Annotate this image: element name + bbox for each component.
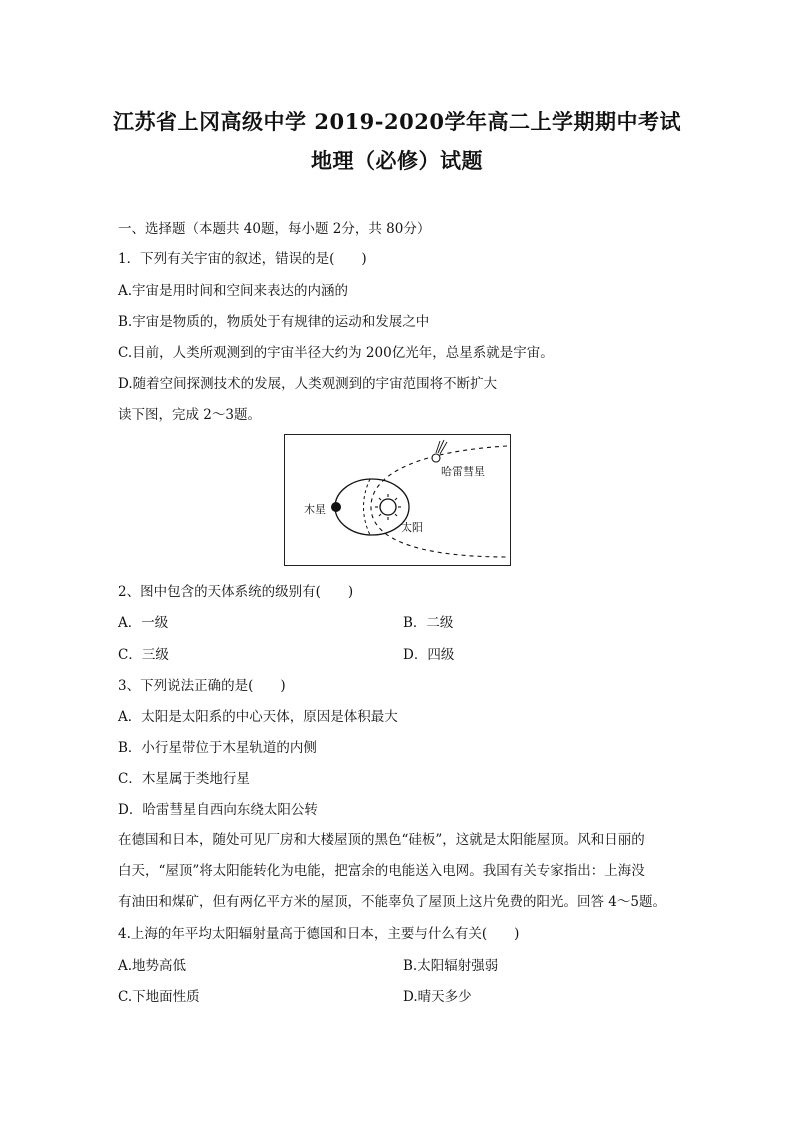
q4-option-a: A.地势高低 bbox=[118, 958, 187, 974]
q2-option-a: A．一级 bbox=[118, 615, 169, 631]
sun-icon bbox=[375, 494, 401, 520]
q4-option-d: D.晴天多少 bbox=[403, 989, 472, 1005]
comet-orbit bbox=[371, 446, 507, 557]
q3-option-b: B．小行星带位于木星轨道的内侧 bbox=[118, 740, 317, 756]
sun-label: 太阳 bbox=[401, 521, 423, 534]
q2-option-c: C．三级 bbox=[118, 647, 169, 663]
jupiter-orbit bbox=[335, 479, 409, 535]
comet-icon bbox=[432, 440, 447, 462]
jupiter-label: 木星 bbox=[304, 503, 326, 516]
jupiter-icon bbox=[331, 502, 341, 512]
q4-stem: 4.上海的年平均太阳辐射量高于德国和日本，主要与什么有关( ) bbox=[118, 926, 520, 942]
passage-line-2: 白天，“屋顶”将太阳能转化为电能，把富余的电能送入电网。我国有关专家指出：上海没 bbox=[118, 863, 645, 879]
passage-line-1: 在德国和日本，随处可见厂房和大楼屋顶的黑色“硅板”，这就是太阳能屋顶。风和日丽的 bbox=[118, 832, 645, 848]
q3-stem: 3、下列说法正确的是( ) bbox=[118, 678, 286, 694]
q4-option-b: B.太阳辐射强弱 bbox=[403, 958, 499, 974]
q1-option-b: B.宇宙是物质的，物质处于有规律的运动和发展之中 bbox=[118, 314, 430, 330]
q3-option-d: D．哈雷彗星自西向东绕太阳公转 bbox=[118, 802, 318, 818]
q1-option-d: D.随着空间探测技术的发展，人类观测到的宇宙范围将不断扩大 bbox=[118, 376, 498, 392]
solar-system-figure bbox=[284, 434, 511, 566]
section-heading: 一、选择题（本题共 40题，每小题 2分，共 80分） bbox=[118, 221, 431, 237]
q3-option-a: A．太阳是太阳系的中心天体，原因是体积最大 bbox=[118, 709, 398, 725]
q2-option-b: B．二级 bbox=[403, 615, 454, 631]
q1-stem: 1．下列有关宇宙的叙述，错误的是( ) bbox=[118, 251, 367, 267]
comet-label: 哈雷彗星 bbox=[441, 465, 485, 478]
q2-stem: 2、图中包含的天体系统的级别有( ) bbox=[118, 584, 354, 600]
passage bbox=[118, 825, 678, 918]
read-figure-instruction: 读下图，完成 2～3题。 bbox=[118, 407, 261, 423]
passage-line-3: 有油田和煤矿，但有两亿平方米的屋顶，不能辜负了屋顶上这片免费的阳光。回答 4～5题。 bbox=[118, 894, 666, 910]
q3-option-c: C．木星属于类地行星 bbox=[118, 771, 250, 787]
inner-dashed-orbit bbox=[364, 479, 371, 535]
q2-option-d: D．四级 bbox=[403, 647, 455, 663]
q4-option-c: C.下地面性质 bbox=[118, 989, 200, 1005]
exam-subtitle: 地理（必修）试题 bbox=[311, 148, 483, 173]
exam-title: 江苏省上冈高级中学 2019-2020学年高二上学期期中考试 bbox=[113, 109, 681, 134]
q1-option-a: A.宇宙是用时间和空间来表达的内涵的 bbox=[118, 283, 349, 299]
q1-option-c: C.目前，人类所观测到的宇宙半径大约为 200亿光年，总星系就是宇宙。 bbox=[118, 345, 554, 361]
